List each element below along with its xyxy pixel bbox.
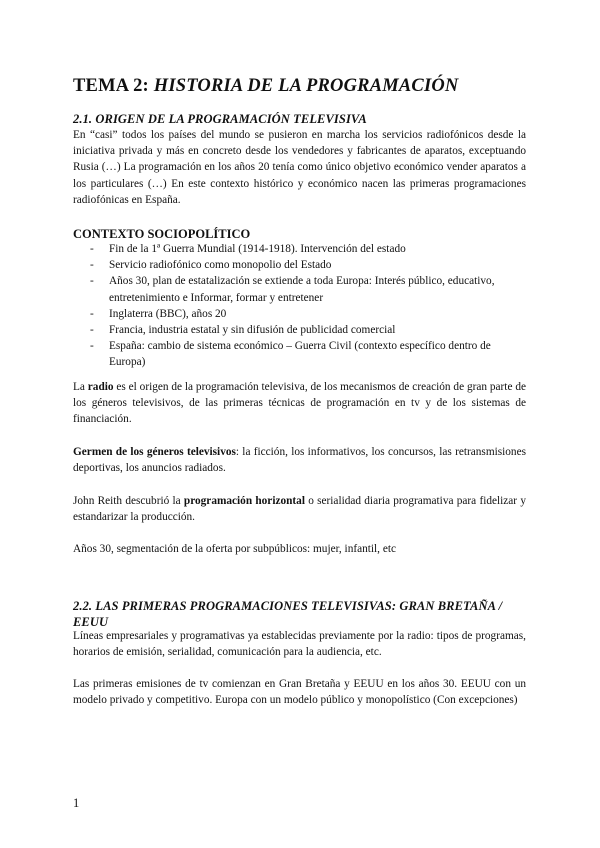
- generos-paragraph-after: : la ficción, los informativos, los concursos, las retransmisiones deportivas, los anuncios radiados.: [73, 446, 526, 475]
- list-dash: -: [90, 275, 94, 288]
- radio-paragraph-after: es el origen de la programación televisiva, de los mecanismos de creación de gran parte de los géneros televisivos, de las primeras técnicas de programación en tv y de los sistemas de financiación.: [73, 381, 526, 426]
- list-item: [73, 322, 528, 338]
- reith-paragraph: [73, 493, 526, 525]
- context-heading: CONTEXTO SOCIOPOLÍTICO: [73, 227, 251, 241]
- radio-paragraph-bold: radio: [87, 381, 114, 393]
- anos30-paragraph: Años 30, segmentación de la oferta por subpúblicos: mujer, infantil, etc: [73, 543, 396, 555]
- list-dash: -: [90, 324, 94, 337]
- list-item-text: Fin de la 1ª Guerra Mundial (1914-1918). Intervención del estado: [109, 243, 406, 255]
- list-dash: -: [90, 259, 94, 272]
- list-item: [73, 338, 528, 370]
- radio-paragraph: [73, 379, 526, 428]
- section-1-paragraph: En “casi” todos los países del mundo se pusieron en marcha los servicios radiofónicos desde la iniciativa privada y más en concreto desde los vendedores y fabricantes de aparatos, exceptuando Rusia (…) La programación en los años 20 tenía como único objetivo económico vender aparatos a los particulares (…) En este contexto histórico y económico nacen las primeras programaciones radiofónicas en España.: [73, 129, 526, 206]
- list-item-text: Servicio radiofónico como monopolio del Estado: [109, 259, 332, 272]
- generos-paragraph: [73, 444, 526, 476]
- title-main: HISTORIA DE LA PROGRAMACIÓN: [153, 76, 459, 96]
- list-item-text: Años 30, plan de estatalización se extiende a toda Europa: Interés público, educativo, entretenimiento e Informar, formar y entretener: [109, 275, 495, 304]
- list-dash: -: [90, 243, 94, 255]
- list-item: [73, 306, 528, 322]
- reith-paragraph-before: John Reith descubrió la: [73, 495, 184, 507]
- list-item: [73, 241, 528, 257]
- section-2-paragraph-1: Líneas empresariales y programativas ya establecidas previamente por la radio: tipos de programas, horarios de emisión, serialidad, comunicación para la audiencia, etc.: [73, 630, 526, 659]
- document-title: [73, 76, 459, 97]
- list-dash: -: [90, 340, 94, 353]
- page-number: 1: [73, 796, 80, 810]
- list-dash: -: [90, 307, 94, 320]
- section-2-heading: 2.2. LAS PRIMERAS PROGRAMACIONES TELEVISIVAS: GRAN BRETAÑA / EEUU: [73, 599, 503, 629]
- radio-paragraph-before: La: [73, 381, 88, 393]
- section-2-paragraph-2: Las primeras emisiones de tv comienzan en Gran Bretaña y EEUU en los años 30. EEUU con un modelo privado y competitivo. Europa con un modelo público y monopolístico (Con excepciones): [73, 678, 526, 707]
- title-prefix: TEMA 2:: [73, 76, 154, 96]
- list-item: [73, 273, 528, 305]
- generos-paragraph-bold: Germen de los géneros televisivos: [73, 446, 236, 458]
- list-item-text: España: cambio de sistema económico – Guerra Civil (contexto específico dentro de Europa): [109, 340, 491, 369]
- context-list: [73, 241, 528, 371]
- section-1-heading: 2.1. ORIGEN DE LA PROGRAMACIÓN TELEVISIVA: [73, 112, 367, 126]
- reith-paragraph-bold: programación horizontal: [183, 495, 305, 507]
- list-item: [73, 257, 528, 273]
- list-item-text: Francia, industria estatal y sin difusión de publicidad comercial: [109, 324, 396, 337]
- list-item-text: Inglaterra (BBC), años 20: [109, 307, 227, 320]
- reith-paragraph-after: o serialidad diaria programativa para fidelizar y estandarizar la producción.: [73, 495, 526, 524]
